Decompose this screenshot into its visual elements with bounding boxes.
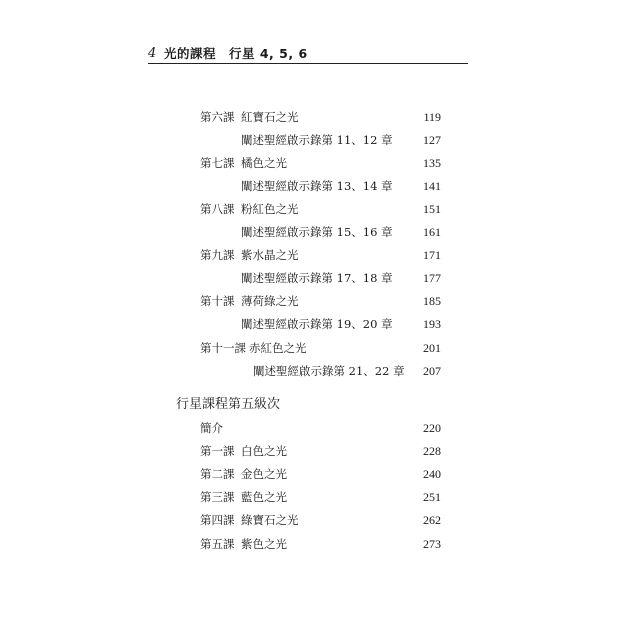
toc-entry [0, 292, 643, 310]
toc-page-number: 171 [423, 248, 441, 262]
toc-page-number: 185 [423, 294, 441, 308]
toc-entry-title: 闡述聖經啟示錄第 17、18 章 [241, 271, 393, 285]
toc-entry [0, 535, 643, 553]
toc-lesson-label: 第六課 [200, 110, 235, 124]
toc-entry [0, 108, 643, 126]
toc-entry-title: 赤紅色之光 [249, 341, 307, 355]
toc-page-number: 273 [423, 537, 441, 551]
toc-entry-title: 闡述聖經啟示錄第 21、22 章 [253, 364, 405, 378]
toc-page-number: 151 [423, 202, 441, 216]
toc-page-number: 177 [423, 271, 441, 285]
toc-entry-title: 薄荷綠之光 [241, 294, 299, 308]
toc-lesson-label: 簡介 [200, 421, 223, 435]
section-heading: 行星課程第五級次 [176, 397, 281, 412]
toc-entry-title: 紫水晶之光 [241, 248, 299, 262]
toc-entry-title: 闡述聖經啟示錄第 11、12 章 [241, 133, 393, 147]
toc-entry-title: 粉紅色之光 [241, 202, 299, 216]
toc-entry-title: 紅寶石之光 [241, 110, 299, 124]
toc-lesson-label: 第二課 [200, 467, 235, 481]
page-number: 4 [148, 46, 157, 61]
toc-page-number: 262 [423, 513, 441, 527]
toc-lesson-label: 第七課 [200, 156, 235, 170]
toc-lesson-label: 第五課 [200, 537, 235, 551]
toc-page-number: 251 [423, 490, 441, 504]
toc-page-number: 220 [423, 421, 441, 435]
toc-entry [0, 488, 643, 506]
toc-lesson-label: 第八課 [200, 202, 235, 216]
toc-page-number: 193 [423, 317, 441, 331]
toc-page-number: 201 [423, 341, 441, 355]
toc-entry [0, 315, 643, 333]
toc-entry-title: 闡述聖經啟示錄第 13、14 章 [241, 179, 393, 193]
toc-entry [0, 131, 643, 149]
toc-entry [0, 223, 643, 241]
toc-entry [0, 269, 643, 287]
toc-lesson-label: 第四課 [200, 513, 235, 527]
toc-entry-title: 紫色之光 [241, 537, 287, 551]
toc-entry-title: 白色之光 [241, 444, 287, 458]
toc-entry [0, 177, 643, 195]
toc-entry [0, 154, 643, 172]
toc-entry-title: 闡述聖經啟示錄第 19、20 章 [241, 317, 393, 331]
toc-lesson-label: 第九課 [200, 248, 235, 262]
toc-lesson-label: 第十課 [200, 294, 235, 308]
toc-page-number: 228 [423, 444, 441, 458]
toc-entry-title: 橘色之光 [241, 156, 287, 170]
toc-page-number: 207 [423, 364, 441, 378]
toc-page-number: 141 [423, 179, 441, 193]
toc-lesson-label: 第一課 [200, 444, 235, 458]
toc-entry [0, 200, 643, 218]
toc-page-number: 119 [423, 110, 441, 124]
toc-entry-title: 綠寶石之光 [241, 513, 299, 527]
toc-entry-title: 金色之光 [241, 467, 287, 481]
toc-entry-title: 藍色之光 [241, 490, 287, 504]
toc-page-number: 161 [423, 225, 441, 239]
toc-lesson-label: 第三課 [200, 490, 235, 504]
toc-page-number: 127 [423, 133, 441, 147]
toc-entry-title: 闡述聖經啟示錄第 15、16 章 [241, 225, 393, 239]
toc-entry [0, 339, 643, 357]
toc-entry [0, 362, 643, 380]
toc-lesson-label: 第十一課 [200, 341, 246, 355]
running-title: 光的課程 行星 4, 5, 6 [164, 46, 308, 61]
toc-page-number: 135 [423, 156, 441, 170]
toc-entry [0, 465, 643, 483]
toc-page-number: 240 [423, 467, 441, 481]
toc-entry [0, 511, 643, 529]
toc-entry [0, 246, 643, 264]
toc-entry [0, 419, 643, 437]
toc-entry [0, 442, 643, 460]
